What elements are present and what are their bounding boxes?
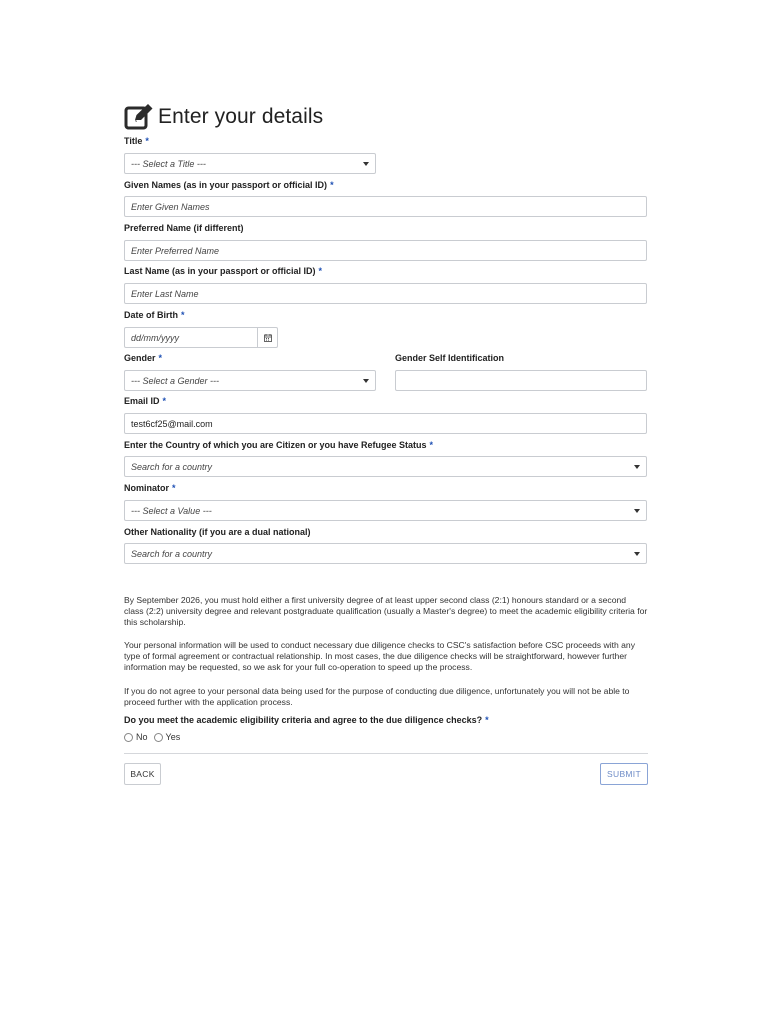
title-label: Title * (124, 136, 149, 146)
email-field[interactable]: test6cf25@mail.com (124, 413, 647, 434)
calendar-icon (264, 334, 272, 342)
eligibility-question-label: Do you meet the academic eligibility criteria and agree to the due diligence checks? * (124, 715, 489, 725)
calendar-button[interactable] (258, 327, 278, 348)
country-select[interactable]: Search for a country (124, 456, 647, 477)
email-label: Email ID * (124, 396, 167, 406)
chevron-down-icon (363, 379, 369, 383)
page-title: Enter your details (158, 105, 324, 128)
chevron-down-icon (634, 465, 640, 469)
preferred-name-input[interactable]: Enter Preferred Name (124, 240, 647, 261)
last-name-input[interactable]: Enter Last Name (124, 283, 647, 304)
preferred-name-label: Preferred Name (if different) (124, 223, 244, 233)
radio-circle-icon (154, 733, 163, 742)
due-diligence-info-paragraph: Your personal information will be used to conduct necessary due diligence checks to CSC's satisfaction before CSC proceeds with any type of formal agreement or contractual relationship. In most cases, the due diligence checks will be straightforward, however further information may be requested, so we ask for your full co-operation to speed up the process. (124, 640, 636, 673)
eligibility-radio-group (124, 732, 186, 742)
title-select[interactable]: --- Select a Title --- (124, 153, 376, 174)
gender-label: Gender * (124, 353, 163, 363)
page-heading (124, 100, 648, 134)
radio-yes[interactable]: Yes (154, 732, 181, 742)
gender-self-input[interactable] (395, 370, 647, 391)
nominator-select[interactable]: --- Select a Value --- (124, 500, 647, 521)
eligibility-info-paragraph: By September 2026, you must hold either a first university degree of at least upper second class (2:1) honours standard or a second class (2:2) university degree and relevant postgraduate qualification (usually a Master's degree) to meet the academic eligibility criteria for this scholarship. (124, 595, 648, 628)
submit-button[interactable]: SUBMIT (600, 763, 648, 785)
chevron-down-icon (634, 509, 640, 513)
radio-no[interactable]: No (124, 732, 148, 742)
other-nationality-label: Other Nationality (if you are a dual national) (124, 527, 311, 537)
country-label: Enter the Country of which you are Citizen or you have Refugee Status * (124, 440, 434, 450)
given-names-input[interactable]: Enter Given Names (124, 196, 647, 217)
last-name-label: Last Name (as in your passport or official ID) * (124, 266, 323, 276)
other-nationality-select[interactable]: Search for a country (124, 543, 647, 564)
dob-input[interactable]: dd/mm/yyyy (124, 327, 258, 348)
nominator-label: Nominator * (124, 483, 176, 493)
back-button[interactable]: BACK (124, 763, 161, 785)
divider (124, 753, 648, 754)
edit-icon (124, 103, 154, 131)
data-consent-info-paragraph: If you do not agree to your personal data being used for the purpose of conducting due diligence, unfortunately you will not be able to proceed further with the application process. (124, 686, 630, 708)
given-names-label: Given Names (as in your passport or official ID) * (124, 180, 334, 190)
chevron-down-icon (634, 552, 640, 556)
radio-circle-icon (124, 733, 133, 742)
gender-self-label: Gender Self Identification (395, 353, 505, 363)
chevron-down-icon (363, 162, 369, 166)
gender-select[interactable]: --- Select a Gender --- (124, 370, 376, 391)
dob-label: Date of Birth * (124, 310, 185, 320)
details-form (124, 100, 648, 779)
